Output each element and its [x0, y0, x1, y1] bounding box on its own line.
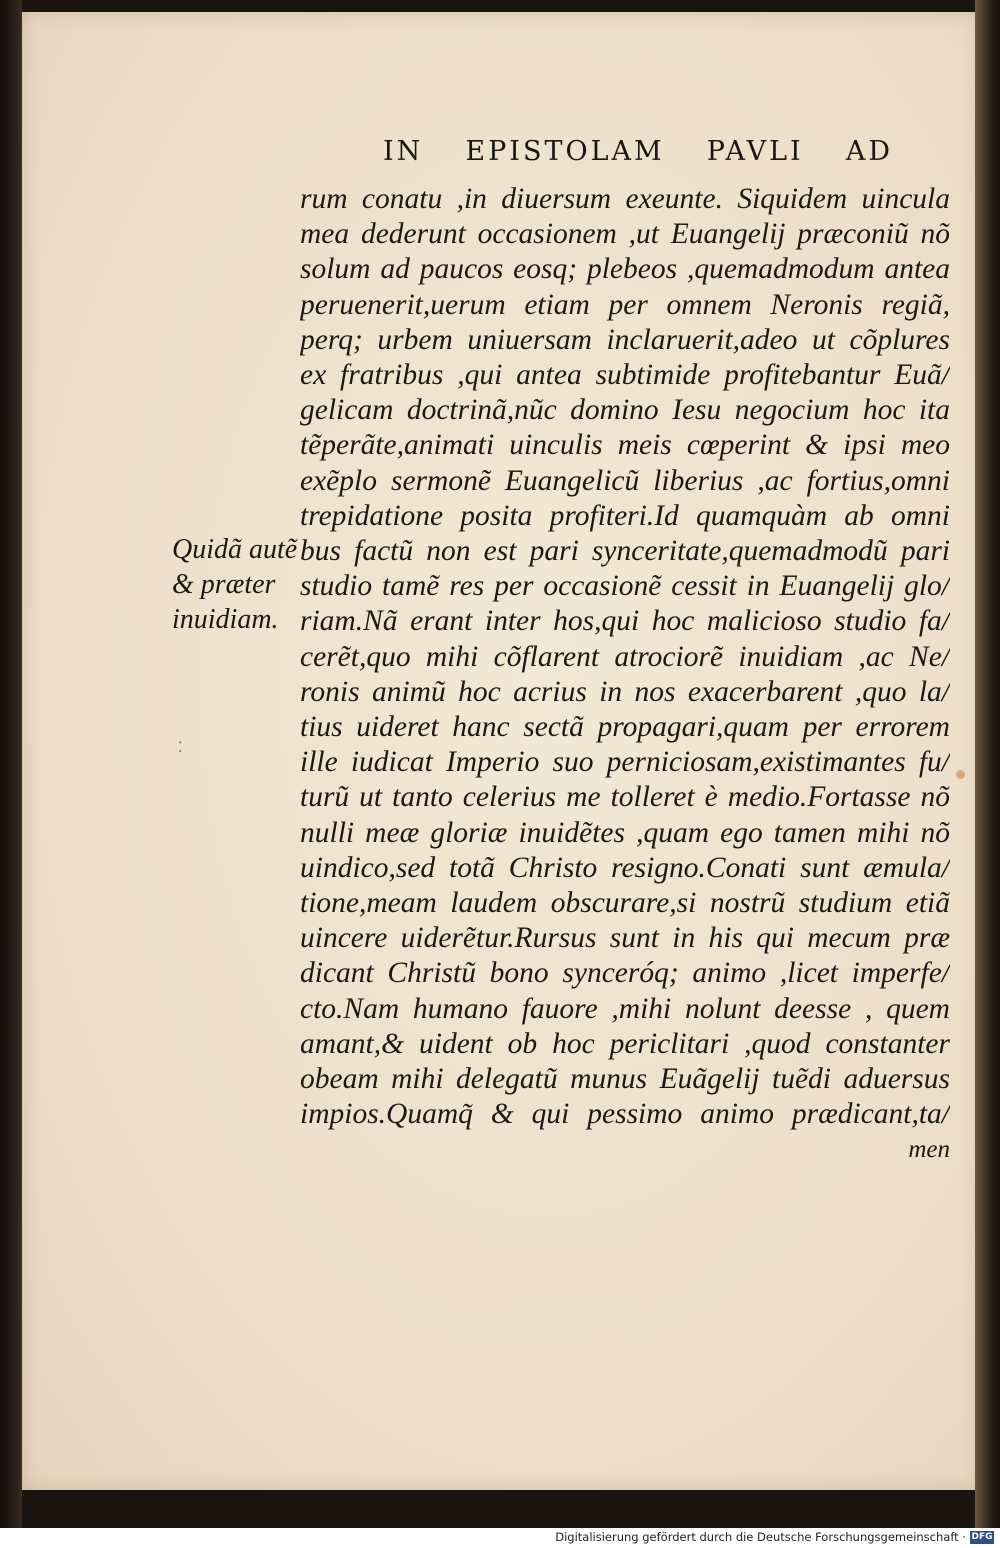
text-line: rum conatu ,in diuersum exeunte. Siquidem uincula [300, 183, 950, 215]
text-line: amant,& uident ob hoc periclitari ,quod constanter [300, 1027, 950, 1060]
funding-credit: Digitalisierung gefördert durch die Deutsche Forschungsgemeinschaft · [555, 1530, 966, 1544]
text-line: obeam mihi delegatũ munus Euãgelij tuẽdi aduersus [300, 1063, 950, 1096]
running-head-word: PAVLI [706, 136, 804, 167]
body-text [300, 182, 950, 1168]
text-line: studio tamẽ res per occasionẽ cessit in Euangelij glo/ [300, 570, 950, 603]
text-line: mea dederunt occasionem ,ut Euangelij præconiũ nõ [300, 218, 950, 251]
binding-edge [0, 0, 22, 1528]
running-head-word: AD [845, 136, 893, 167]
text-line: nulli meæ gloriæ inuidẽtes ,quam ego tamen mihi nõ [300, 816, 950, 849]
page-edge [975, 0, 1000, 1528]
paper-stain [956, 770, 965, 779]
running-head [383, 136, 893, 167]
text-line: perq; urbem uniuersam inclaruerit,adeo ut cõplures [300, 323, 950, 356]
text-line: riam.Nã erant inter hos,qui hoc malicioso studio fa/ [300, 605, 950, 638]
text-line: peruenerit,uerum etiam per omnem Neronis regiã, [300, 288, 950, 321]
text-line: ronis animũ hoc acrius in nos exacerbarent ,quo la/ [300, 675, 950, 708]
marginal-note-line: inuidiam. [172, 604, 279, 635]
text-line: cto.Nam humano fauore ,mihi nolunt deesse , quem [300, 992, 950, 1025]
text-line: turũ ut tanto celerius me tolleret è medio.Fortasse nõ [300, 781, 950, 814]
text-line: tẽperãte,animati uinculis meis cœperint & ipsi meo [300, 429, 950, 462]
footer-bar [0, 1528, 1000, 1548]
text-line: uincere uiderẽtur.Rursus sunt in his qui mecum præ [300, 922, 950, 955]
running-head-word: IN [383, 136, 424, 167]
running-head-word: EPISTOLAM [465, 136, 665, 167]
dfg-logo: DFG [971, 1532, 993, 1542]
text-line: dicant Christũ bono synceróq; animo ,licet imperfe/ [300, 957, 950, 990]
text-line: exẽplo sermonẽ Euangelicũ liberius ,ac fortius,omni [300, 464, 950, 497]
text-line: ille iudicat Imperio suo perniciosam,existimantes fu/ [300, 746, 950, 779]
marginal-note-line: Quidã autẽ [172, 534, 298, 565]
ink-speck: ⁚ [178, 740, 183, 756]
catchword: men [908, 1136, 950, 1164]
text-line: tione,meam laudem obscurare,si nostrũ studium etiã [300, 887, 950, 920]
marginal-note-line: & præter [172, 569, 276, 600]
text-line: trepidatione posita profiteri.Id quamquàm ab omni [300, 499, 950, 532]
text-line: ex fratribus ,qui antea subtimide profitebantur Euã/ [300, 359, 950, 392]
text-line: bus factũ non est pari synceritate,quemadmodũ pari [300, 535, 950, 568]
text-line: gelicam doctrinã,nũc domino Iesu negocium hoc ita [300, 394, 950, 427]
text-line: solum ad paucos eosq; plebeos ,quemadmodum antea [300, 253, 950, 286]
text-line: uindico,sed totã Christo resigno.Conati sunt æmula/ [300, 851, 950, 884]
text-line: cerẽt,quo mihi cõflarent atrociorẽ inuidiam ,ac Ne/ [300, 640, 950, 673]
text-line: impios.Quamq̃ & qui pessimo animo prædicant,ta/ [300, 1098, 950, 1131]
text-line: tius uideret hanc sectã propagari,quam per errorem [300, 711, 950, 744]
